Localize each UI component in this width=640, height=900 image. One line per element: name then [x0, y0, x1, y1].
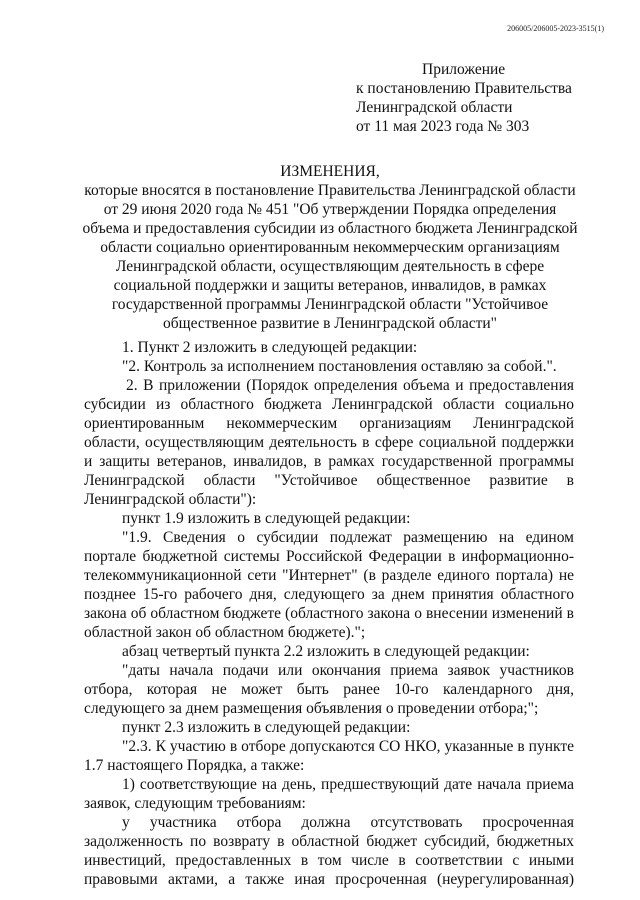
- heading-line: Ленинградской области, осуществляющим деятельность в сфере: [115, 258, 545, 275]
- heading-line: объема и предоставления субсидии из областного бюджета Ленинградской: [82, 220, 578, 237]
- heading-line: государственной программы Ленинградской области "Устойчивое: [111, 296, 549, 313]
- paragraph: "1.9. Сведения о субсидии подлежат размещению на едином портале бюджетной системы Российской Федерации в информационно-телекоммуникационной сети "Интернет" (в разделе единого портала) не позднее 15-го рабочего дня, следующего за днем принятия областного закона об областном бюджете (областного закона о внесении изменений в областной закон об областном бюджете).";: [84, 529, 574, 641]
- appendix-header: [356, 60, 616, 136]
- paragraph: абзац четвертый пункта 2.2 изложить в следующей редакции:: [122, 643, 530, 660]
- appendix-line: от 11 мая 2023 года № 303: [356, 118, 530, 135]
- paragraph: у участника отбора должна отсутствовать просроченная задолженность по возврату в областной бюджет субсидий, бюджетных инвестиций, предоставленных в том числе в соответствии с иными правовыми актами, а также иная просроченная (неурегулированная): [84, 814, 574, 888]
- heading-title: ИЗМЕНЕНИЯ,: [280, 163, 380, 180]
- heading-line: от 29 июня 2020 года № 451 "Об утверждении Порядка определения: [103, 201, 557, 218]
- appendix-line: к постановлению Правительства: [356, 80, 572, 97]
- document-heading: [70, 162, 590, 333]
- paragraph: "даты начала подачи или окончания приема заявок участников отбора, которая не может быть ранее 10-го календарного дня, следующего за днем размещения объявления о проведении отбора;";: [84, 662, 574, 717]
- heading-line: которые вносятся в постановление Правительства Ленинградской области: [84, 182, 576, 199]
- paragraph: 2. В приложении (Порядок определения объема и предоставления субсидии из областного бюджета Ленинградской области социально ориентированным некоммерческим организациям Ленинградской области, осуществляющим деятельность в сфере социальной поддержки и защиты ветеранов, инвалидов, в рамках государственной программы Ленинградской области "Устойчивое общественное развитие в Ленинградской области"):: [84, 377, 574, 508]
- appendix-line: Приложение: [422, 61, 506, 78]
- document-id: 206005/206005-2023-3515(1): [507, 24, 604, 33]
- heading-line: социальной поддержки и защиты ветеранов, инвалидов, в рамках: [113, 277, 547, 294]
- paragraph: пункт 1.9 изложить в следующей редакции:: [122, 510, 411, 527]
- paragraph: 1) соответствующие на день, предшествующий дате начала приема заявок, следующим требованиям:: [84, 776, 574, 812]
- paragraph: "2. Контроль за исполнением постановления оставляю за собой.".: [122, 358, 557, 375]
- heading-line: общественное развитие в Ленинградской области": [163, 315, 497, 332]
- paragraph: 1. Пункт 2 изложить в следующей редакции:: [122, 339, 418, 356]
- document-body: [84, 338, 574, 889]
- heading-line: области социально ориентированным некоммерческим организациям: [100, 239, 560, 256]
- paragraph: "2.3. К участию в отборе допускаются СО НКО, указанные в пункте 1.7 настоящего Порядка, а также:: [84, 738, 574, 774]
- appendix-line: Ленинградской области: [356, 99, 513, 116]
- paragraph: пункт 2.3 изложить в следующей редакции:: [122, 719, 411, 736]
